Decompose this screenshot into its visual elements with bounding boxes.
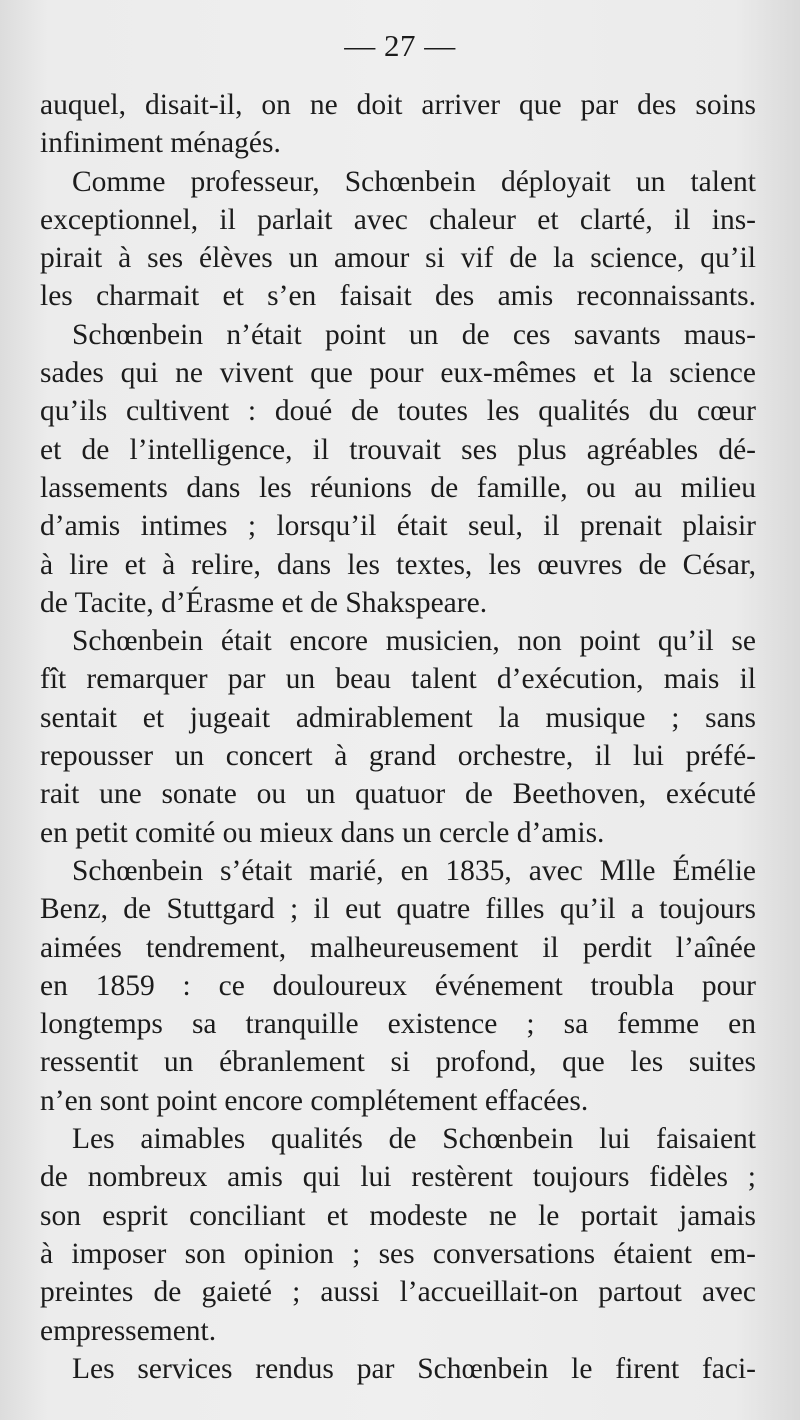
text-line: auquel, disait-il, on ne doit arriver que par des soins: [40, 89, 756, 121]
text-line: infiniment ménagés.: [40, 127, 281, 160]
paragraph: [40, 163, 756, 316]
text-line: Comme professeur, Schœnbein déployait un talent: [72, 165, 756, 198]
text-line: Schœnbein s’était marié, en 1835, avec Mlle Émélie: [72, 854, 756, 887]
text-line: à imposer son opinion ; ses conversations étaient em-: [40, 1237, 756, 1270]
text-line: Les services rendus par Schœnbein le firent faci-: [72, 1352, 756, 1385]
text-line: empressement.: [40, 1314, 217, 1347]
text-line: longtemps sa tranquille existence ; sa femme en: [40, 1008, 756, 1041]
text-line: rait une sonate ou un quatuor de Beethoven, exécuté: [40, 778, 756, 811]
text-line: Benz, de Stuttgard ; il eut quatre filles qu’il a toujours: [40, 893, 756, 926]
text-line: et de l’intelligence, il trouvait ses plus agréables dé-: [40, 433, 756, 466]
text-line: Les aimables qualités de Schœnbein lui faisaient: [72, 1123, 756, 1156]
text-line: aimées tendrement, malheureusement il perdit l’aînée: [40, 931, 756, 964]
text-line: les charmait et s’en faisait des amis reconnaissants.: [40, 280, 756, 313]
text-line: sentait et jugeait admirablement la musique ; sans: [40, 701, 756, 734]
paragraph: [40, 86, 756, 163]
text-line: de nombreux amis qui lui restèrent toujours fidèles ;: [40, 1161, 756, 1194]
paragraph: [40, 622, 756, 852]
text-line: ressentit un ébranlement si profond, que les suites: [40, 1046, 756, 1079]
text-line: Schœnbein n’était point un de ces savants maus-: [72, 318, 756, 351]
paragraph: [40, 1350, 756, 1388]
paragraph: [40, 316, 756, 622]
text-line: preintes de gaieté ; aussi l’accueillait-on partout avec: [40, 1276, 756, 1309]
text-line: pirait à ses élèves un amour si vif de la science, qu’il: [40, 242, 756, 275]
text-line: d’amis intimes ; lorsqu’il était seul, il prenait plaisir: [40, 510, 756, 543]
text-line: fît remarquer par un beau talent d’exécution, mais il: [40, 663, 756, 696]
text-line: n’en sont point encore complétement effacées.: [40, 1084, 589, 1117]
text-line: de Tacite, d’Érasme et de Shakspeare.: [40, 586, 488, 619]
text-line: qu’ils cultivent : doué de toutes les qualités du cœur: [40, 395, 756, 428]
text-line: exceptionnel, il parlait avec chaleur et clarté, il ins-: [40, 203, 756, 236]
paragraph: [40, 852, 756, 1120]
text-line: sades qui ne vivent que pour eux-mêmes et la science: [40, 357, 756, 390]
body-text: [40, 86, 756, 1388]
text-line: lassements dans les réunions de famille, ou au milieu: [40, 471, 756, 504]
page-number: — 27 —: [344, 28, 456, 63]
text-line: à lire et à relire, dans les textes, les œuvres de César,: [40, 548, 756, 581]
text-line: en petit comité ou mieux dans un cercle d’amis.: [40, 816, 605, 849]
text-line: son esprit conciliant et modeste ne le portait jamais: [40, 1199, 756, 1232]
text-line: repousser un concert à grand orchestre, il lui préfé-: [40, 740, 756, 773]
text-line: Schœnbein était encore musicien, non point qu’il se: [72, 625, 756, 658]
paragraph: [40, 1120, 756, 1350]
text-line: en 1859 : ce douloureux événement troubla pour: [40, 969, 756, 1002]
